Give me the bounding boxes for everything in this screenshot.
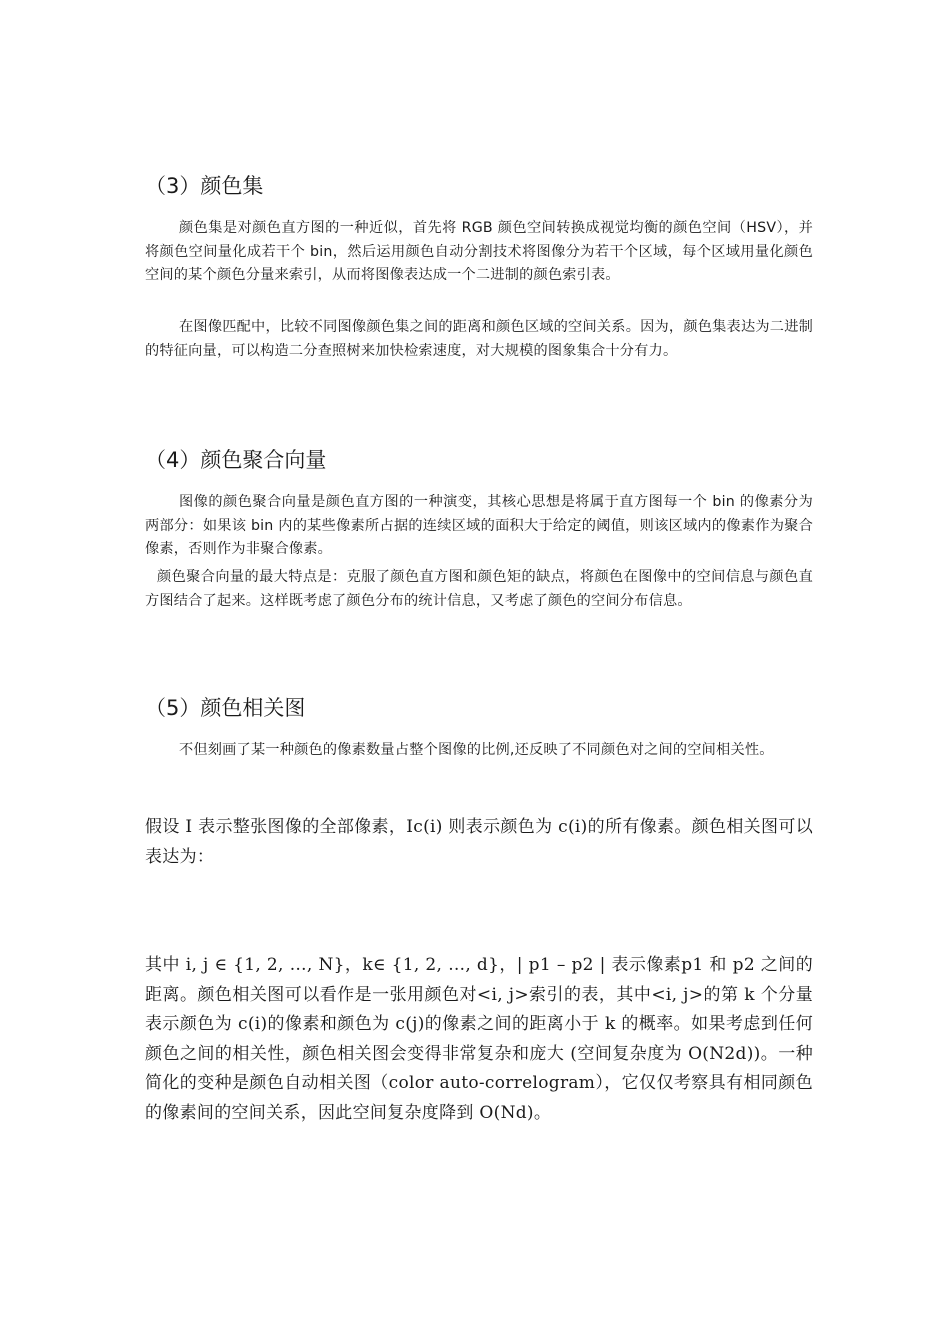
paragraph-ccv-definition: 图像的颜色聚合向量是颜色直方图的一种演变，其核心思想是将属于直方图每一个 bin 的像素分为两部分：如果该 bin 内的某些像素所占据的连续区域的面积大于给定的阈值，则该区域内的像素作为聚合像素，否则作为非聚合像素。 — [145, 494, 813, 557]
paragraph-correlogram-assumption: 假设 I 表示整张图像的全部像素，Ic(i) 则表示颜色为 c(i)的所有像素。颜色相关图可以表达为： — [145, 817, 813, 867]
paragraph-color-set-matching: 在图像匹配中，比较不同图像颜色集之间的距离和颜色区域的空间关系。因为，颜色集表达为二进制的特征向量，可以构造二分查照树来加快检索速度，对大规模的图象集合十分有力。 — [145, 319, 813, 359]
section-heading-color-coherence-vector: （4）颜色聚合向量 — [145, 448, 327, 472]
paragraph-correlogram-explanation: 其中 i, j ∈ {1, 2, …, N}，k∈ {1, 2, …, d}，| p1 – p2 | 表示像素p1 和 p2 之间的距离。颜色相关图可以看作是一张用颜色对<i, j>索引的表，其中<i, j>的第 k 个分量表示颜色为 c(i)的像素和颜色为 c(j)的像素之间的距离小于 k 的概率。如果考虑到任何颜色之间的相关性，颜色相关图会变得非常复杂和庞大 (空间复杂度为 O(N2d))。一种简化的变种是颜色自动相关图（color auto-correlogram），它仅仅考察具有相同颜色的像素间的空间关系，因此空间复杂度降到 O(Nd)。 — [145, 955, 813, 1123]
paragraph-correlogram-intro: 不但刻画了某一种颜色的像素数量占整个图像的比例,还反映了不同颜色对之间的空间相关性。 — [179, 742, 774, 758]
section-heading-color-correlogram: （5）颜色相关图 — [145, 696, 306, 720]
section-heading-color-set: （3）颜色集 — [145, 174, 264, 198]
paragraph-ccv-feature: 颜色聚合向量的最大特点是：克服了颜色直方图和颜色矩的缺点，将颜色在图像中的空间信息与颜色直方图结合了起来。这样既考虑了颜色分布的统计信息，又考虑了颜色的空间分布信息。 — [145, 569, 813, 609]
paragraph-color-set-definition: 颜色集是对颜色直方图的一种近似，首先将 RGB 颜色空间转换成视觉均衡的颜色空间（HSV），并将颜色空间量化成若干个 bin，然后运用颜色自动分割技术将图像分为若干个区域，每个区域用量化颜色空间的某个颜色分量来索引，从而将图像表达成一个二进制的颜色索引表。 — [145, 220, 813, 283]
